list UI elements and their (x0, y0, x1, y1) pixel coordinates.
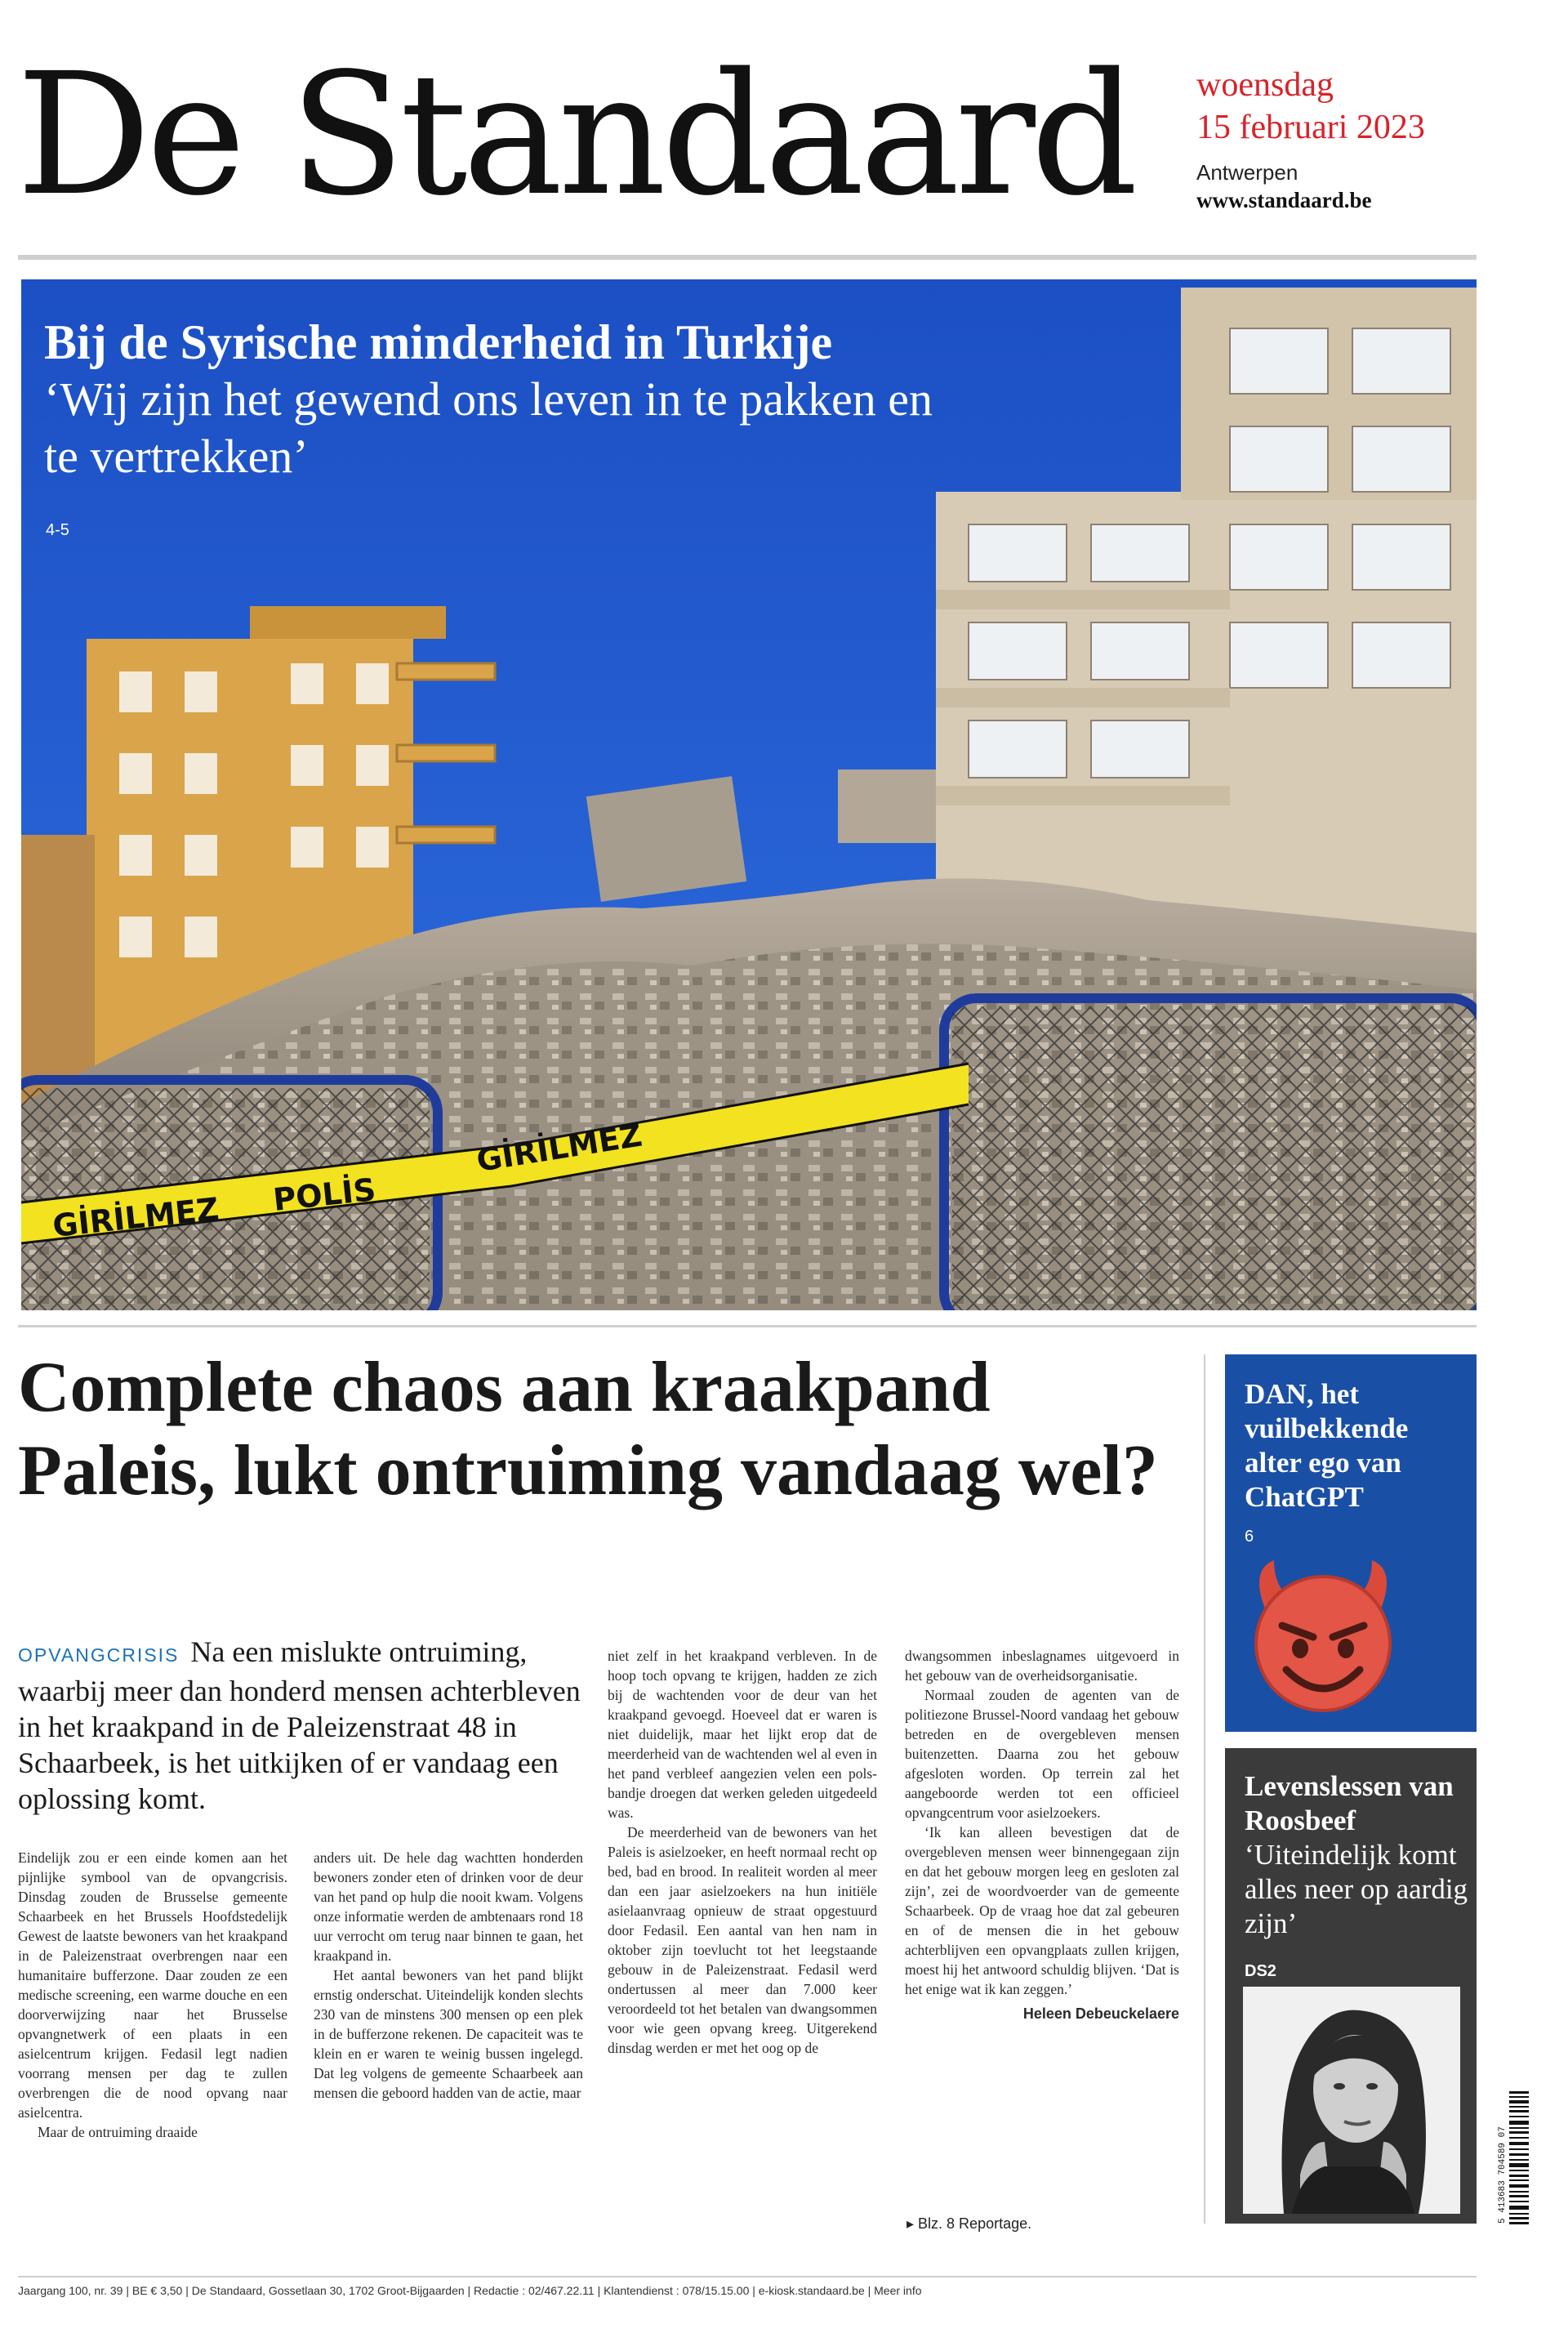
article-column-3 (608, 1646, 877, 2058)
teaser-chatgpt-page-ref: 6 (1245, 1528, 1254, 1546)
byline: Heleen Debeuckelaere (1022, 2005, 1179, 2022)
footer-rule (18, 2276, 1477, 2277)
tape-text-2: POLİS (271, 1171, 378, 1218)
hero-photo[interactable] (21, 279, 1477, 1310)
teaser-roosbeef-label: DS2 (1245, 1962, 1276, 1980)
footer-imprint: Jaargang 100, nr. 39 | BE € 3,50 | De Standaard, Gossetlaan 30, 1702 Groot-Bijgaarden | Redactie : 02/467.22.11 | Klantendienst : 078/15.15.00 | e-kiosk.standaard.be | Meer info (18, 2284, 922, 2297)
paragraph: Het aantal bewoners van het pand blijkt ernstig onderschat. Uiteindelijk konden slechts 230 van de minstens 300 mensen op een plek in de bufferzone rekenen. De capaciteit was te klein en er waren te weinig bussen ingelegd. Dat leg volgens de gemeente Schaarbeek aan mensen die geboord hadden van de actie, maar (314, 1967, 583, 2101)
masthead-rule (18, 255, 1477, 260)
paragraph: De meerderheid van de bewoners van het Paleis is asielzoeker, en heeft normaal recht op bed, bad en brood. In realiteit worden al meer dan een jaar asielzoekers na hun initiële asielaanvraag opnieuw de straat opgestuurd door Fedasil. Een aantal van hen nam in oktober zijn toevlucht tot het leegstaande gebouw in de Paleizenstraat. Fedasil werd ondertussen al meer dan 7.000 keer veroordeeld tot het betalen van dwangsommen voor wie geen opvang kreeg. Uitgerekend dinsdag werden er met het oog op de (608, 1824, 877, 2056)
paragraph: niet zelf in het kraakpand verbleven. In de hoop toch opvang te krijgen, hadden ze zich bij de wachtenden voor de deur van het kraakpand gevoegd. Hoeveel dat er waren is niet duidelijk, maar het lijkt erop dat de meerderheid van de wachtenden wel al even in het pand verbleef aangezien velen een pols-bandje droegen dat werken geleden uitgedeeld was. (608, 1648, 877, 1821)
portrait-photo (1243, 1987, 1460, 2214)
main-headline[interactable]: Complete chaos aan kraakpand Paleis, lukt ontruiming vandaag wel? (18, 1348, 1158, 1510)
hero-kicker[interactable]: Bij de Syrische minderheid in Turkije (44, 315, 833, 369)
teaser-roosbeef-quote: ‘Uiteindelijk komt alles neer op aardig zijn’ (1245, 1839, 1468, 1939)
teaser-roosbeef-title: Levenslessen van Roosbeef (1245, 1770, 1454, 1836)
column-divider (1204, 1354, 1205, 2224)
teaser-chatgpt[interactable] (1225, 1354, 1477, 1732)
website-link[interactable]: www.standaard.be (1196, 188, 1372, 212)
tape-text-3: GİRİLMEZ (474, 1117, 645, 1179)
paragraph: Normaal zouden de agenten van de politiezone Brussel-Noord vandaag het gebouw betreden en de overgebleven mensen buitenzetten. Daarna zou het gebouw afgesloten worden. Op terrein zal het aangeboorde werden tot een officieel opvangcentrum voor asielzoekers. (905, 1687, 1179, 1821)
dateline-weekday: woensdag (1196, 66, 1334, 104)
masthead-title: De Standaard (16, 37, 1134, 233)
paragraph: Eindelijk zou er een einde komen aan het pijnlijke symbool van de opvangcrisis. Dinsdag zouden de Brusselse gemeente Schaarbeek en het Brussels Hoofdstedelijk Gewest de laatste bewoners van het kraakpand in de Paleizenstraat overbrengen naar een humanitaire bufferzone. Daar zouden ze een medische screening, een warme douche en een doorverwijzing naar het Brusselse opvangnetwerk of een plaats in een asielcentrum krijgen. Fedasil legt nadien voorrang mensen per dag te zullen overbrengen die de nood opvang naar asielcentra. (18, 1849, 287, 2121)
section-label: OPVANGCRISIS (18, 1644, 180, 1666)
page-pointer[interactable]: ▸ Blz. 8 Reportage. (906, 2215, 1032, 2232)
dateline-edition: Antwerpen (1196, 160, 1298, 185)
teaser-chatgpt-title: DAN, het vuilbekkende alter ego van ChatGPT (1245, 1378, 1409, 1513)
paragraph: ‘Ik kan alleen bevestigen dat de overgebleven mensen weer binnengegaan zijn en dat het gebouw morgen leeg en gesloten zal zijn’, zei de woordvoerder van de gemeente Schaarbeek. Op de vraag hoe dat zal gebeuren en of de mensen die in het gebouw achterblijven een opvangplaats zullen krijgen, moest hij het antwoord schuldig blijven. ‘Dat is het enige wat ik kan zeggen.’ (905, 1824, 1179, 1997)
barcode-number: 5 413683 704589 07 (1498, 2126, 1508, 2224)
devil-emoji-icon (1241, 1554, 1405, 1717)
paragraph: Maar de ontruiming draaide (38, 2124, 198, 2140)
dateline-date: 15 februari 2023 (1196, 109, 1425, 146)
paragraph: dwangsommen inbeslagnames uitgevoerd in het gebouw van de overheidsorganisatie. (905, 1648, 1179, 1684)
barcode-icon (1491, 2088, 1530, 2227)
article-column-2 (314, 1848, 583, 2103)
teaser-roosbeef[interactable] (1225, 1748, 1477, 2224)
article-lead (18, 1634, 581, 1817)
article-column-4 (905, 1646, 1179, 2023)
lead-text: Na een mislukte ontruiming, waarbij meer dan honderd mensen achterbleven in het kraakpand in de Paleizenstraat 48 in Schaarbeek, is het uitkijken of er vandaag een oplossing komt. (18, 1635, 581, 1815)
article-column-1 (18, 1848, 287, 2142)
tape-text-1: GİRİLMEZ (51, 1190, 221, 1244)
hero-quote[interactable]: ‘Wij zijn het gewend ons leven in te pakken en te vertrekken’ (44, 373, 933, 483)
paragraph: anders uit. De hele dag wachtten honderden bewoners zonder eten of drinken voor de deur van het pand op hulp die nooit kwam. Volgens onze informatie werden de ambtenaars rond 18 uur verrocht om terug naar binnen te gaan, het kraakpand in. (314, 1849, 583, 1964)
hero-rule (18, 1325, 1477, 1327)
dateline (1196, 64, 1523, 214)
hero-page-ref: 4-5 (46, 521, 69, 539)
